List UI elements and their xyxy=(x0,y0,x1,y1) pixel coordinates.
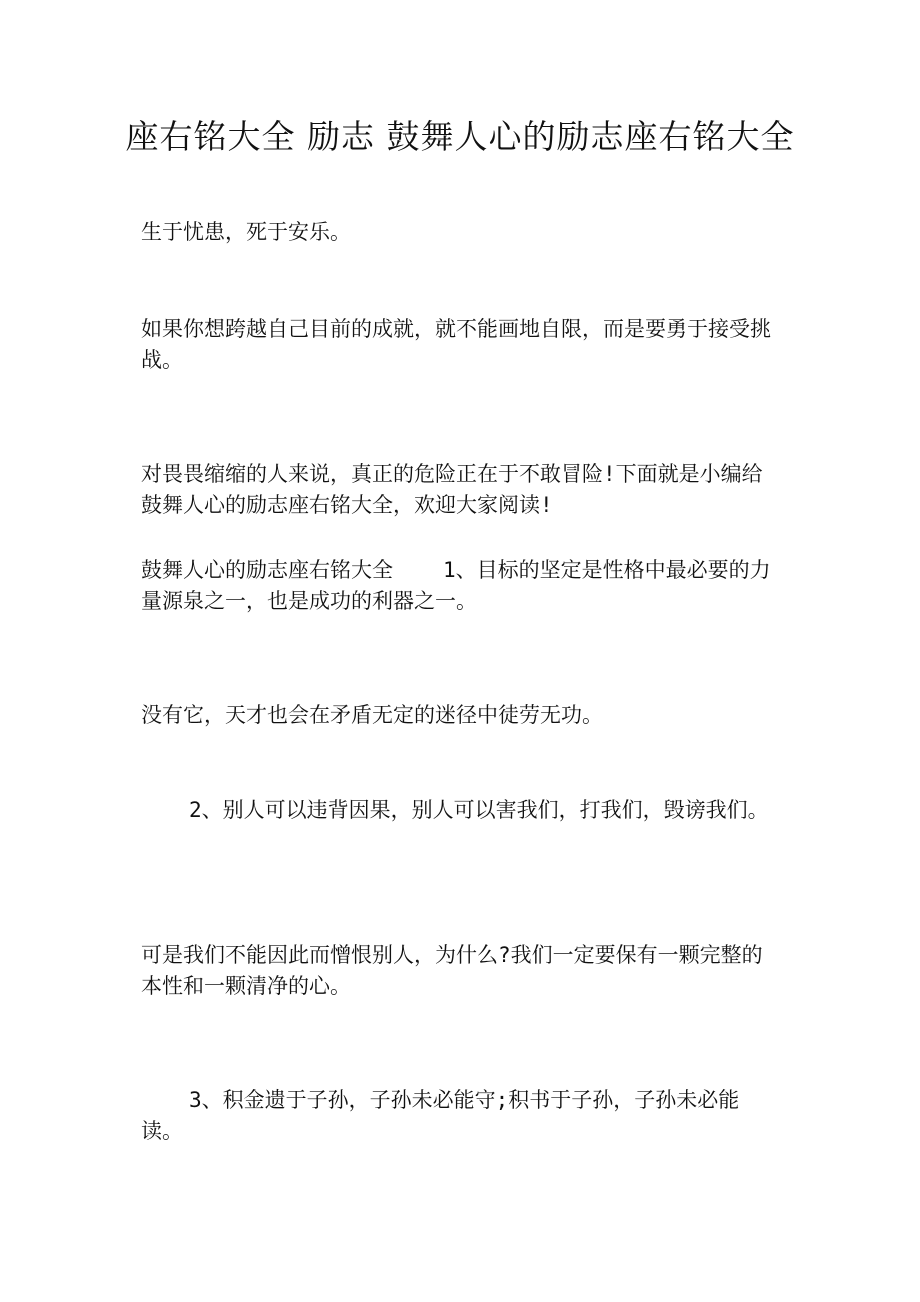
paragraph-5: 没有它，天才也会在矛盾无定的迷径中徒劳无功。 xyxy=(141,703,603,727)
list-item-2: 2、别人可以违背因果，别人可以害我们，打我们，毁谤我们。 xyxy=(189,798,769,822)
paragraph-4 xyxy=(141,555,781,617)
list-item-3: 3、积金遗于子孙，子孙未必能守;积书于子孙，子孙未必能读。 xyxy=(141,1088,740,1143)
section-heading: 鼓舞人心的励志座右铭大全 xyxy=(141,558,393,582)
paragraph-3: 对畏畏缩缩的人来说，真正的危险正在于不敢冒险!下面就是小编给鼓舞人心的励志座右铭大全，欢迎大家阅读! xyxy=(141,462,763,517)
list-item-1: 1、目标的坚定是性格中最必要的力量源泉之一，也是成功的利器之一。 xyxy=(141,558,771,613)
paragraph-2: 如果你想跨越自己目前的成就，就不能画地自限，而是要勇于接受挑战。 xyxy=(141,317,771,372)
document-title: 座右铭大全 励志 鼓舞人心的励志座右铭大全 xyxy=(125,117,795,156)
paragraph-7: 可是我们不能因此而憎恨别人，为什么?我们一定要保有一颗完整的本性和一颗清净的心。 xyxy=(141,943,763,998)
paragraph-1: 生于忧患，死于安乐。 xyxy=(141,220,351,244)
